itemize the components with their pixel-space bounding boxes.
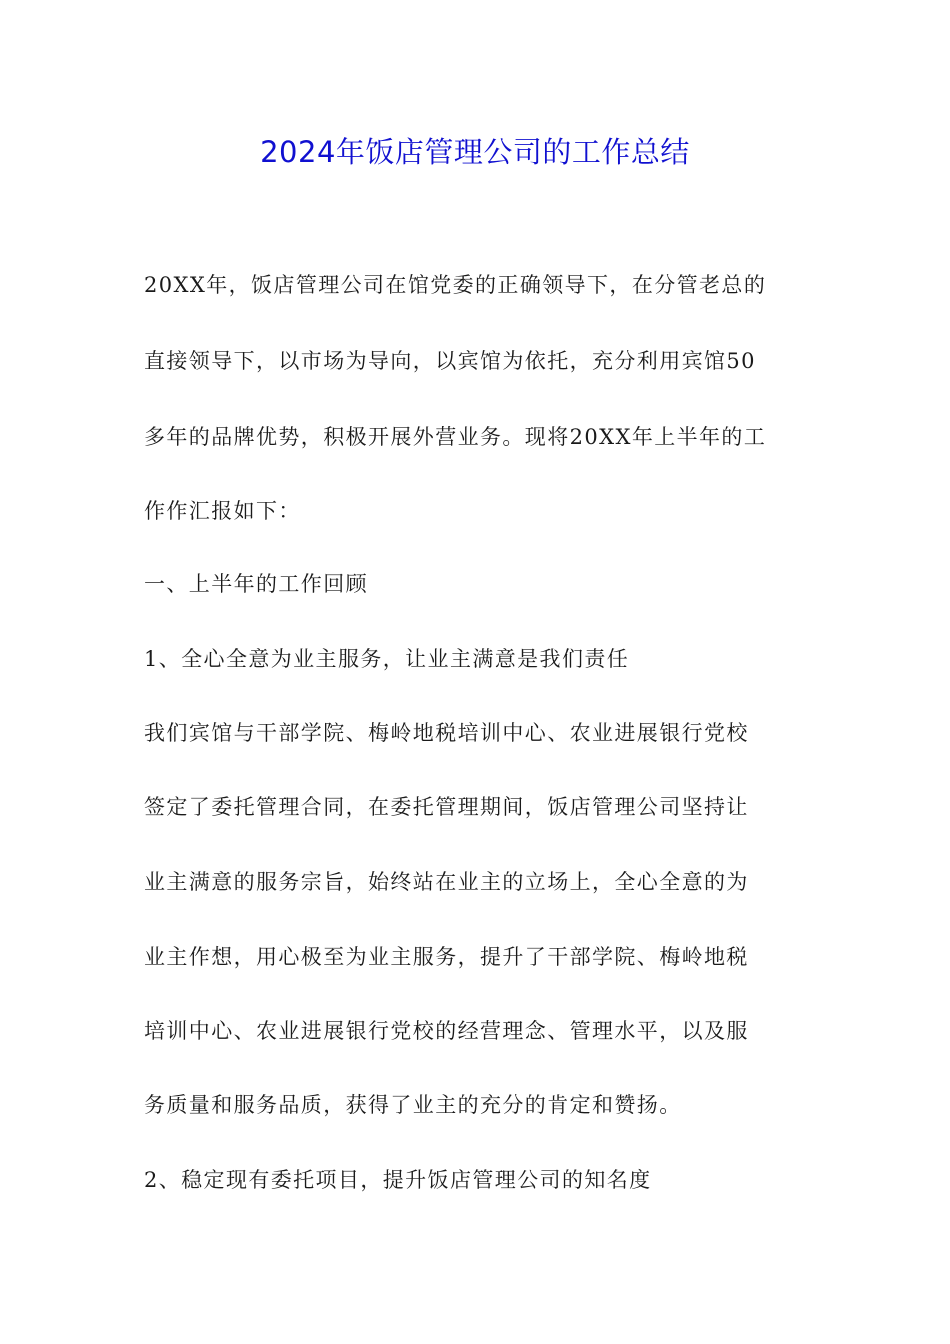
subsection-heading: 2、稳定现有委托项目，提升饭店管理公司的知名度 [144, 1168, 652, 1192]
paragraph-line: 作作汇报如下： [144, 499, 301, 523]
paragraph-line: 业主满意的服务宗旨，始终站在业主的立场上，全心全意的为 [144, 870, 749, 894]
subsection-heading: 1、全心全意为业主服务，让业主满意是我们责任 [144, 647, 630, 671]
paragraph-line: 业主作想，用心极至为业主服务，提升了干部学院、梅岭地税 [144, 945, 749, 969]
paragraph-line: 我们宾馆与干部学院、梅岭地税培训中心、农业进展银行党校 [144, 721, 749, 745]
document-title: 2024年饭店管理公司的工作总结 [260, 135, 690, 169]
paragraph-line: 培训中心、农业进展银行党校的经营理念、管理水平，以及服 [144, 1019, 749, 1043]
paragraph-line: 多年的品牌优势，积极开展外营业务。现将20XX年上半年的工 [144, 425, 767, 449]
paragraph-line: 直接领导下，以市场为导向，以宾馆为依托，充分利用宾馆50 [144, 349, 756, 373]
paragraph-line: 务质量和服务品质，获得了业主的充分的肯定和赞扬。 [144, 1093, 682, 1117]
paragraph-line: 签定了委托管理合同，在委托管理期间，饭店管理公司坚持让 [144, 795, 749, 819]
paragraph-line: 20XX年，饭店管理公司在馆党委的正确领导下，在分管老总的 [144, 273, 767, 297]
section-heading: 一、上半年的工作回顾 [144, 572, 368, 596]
